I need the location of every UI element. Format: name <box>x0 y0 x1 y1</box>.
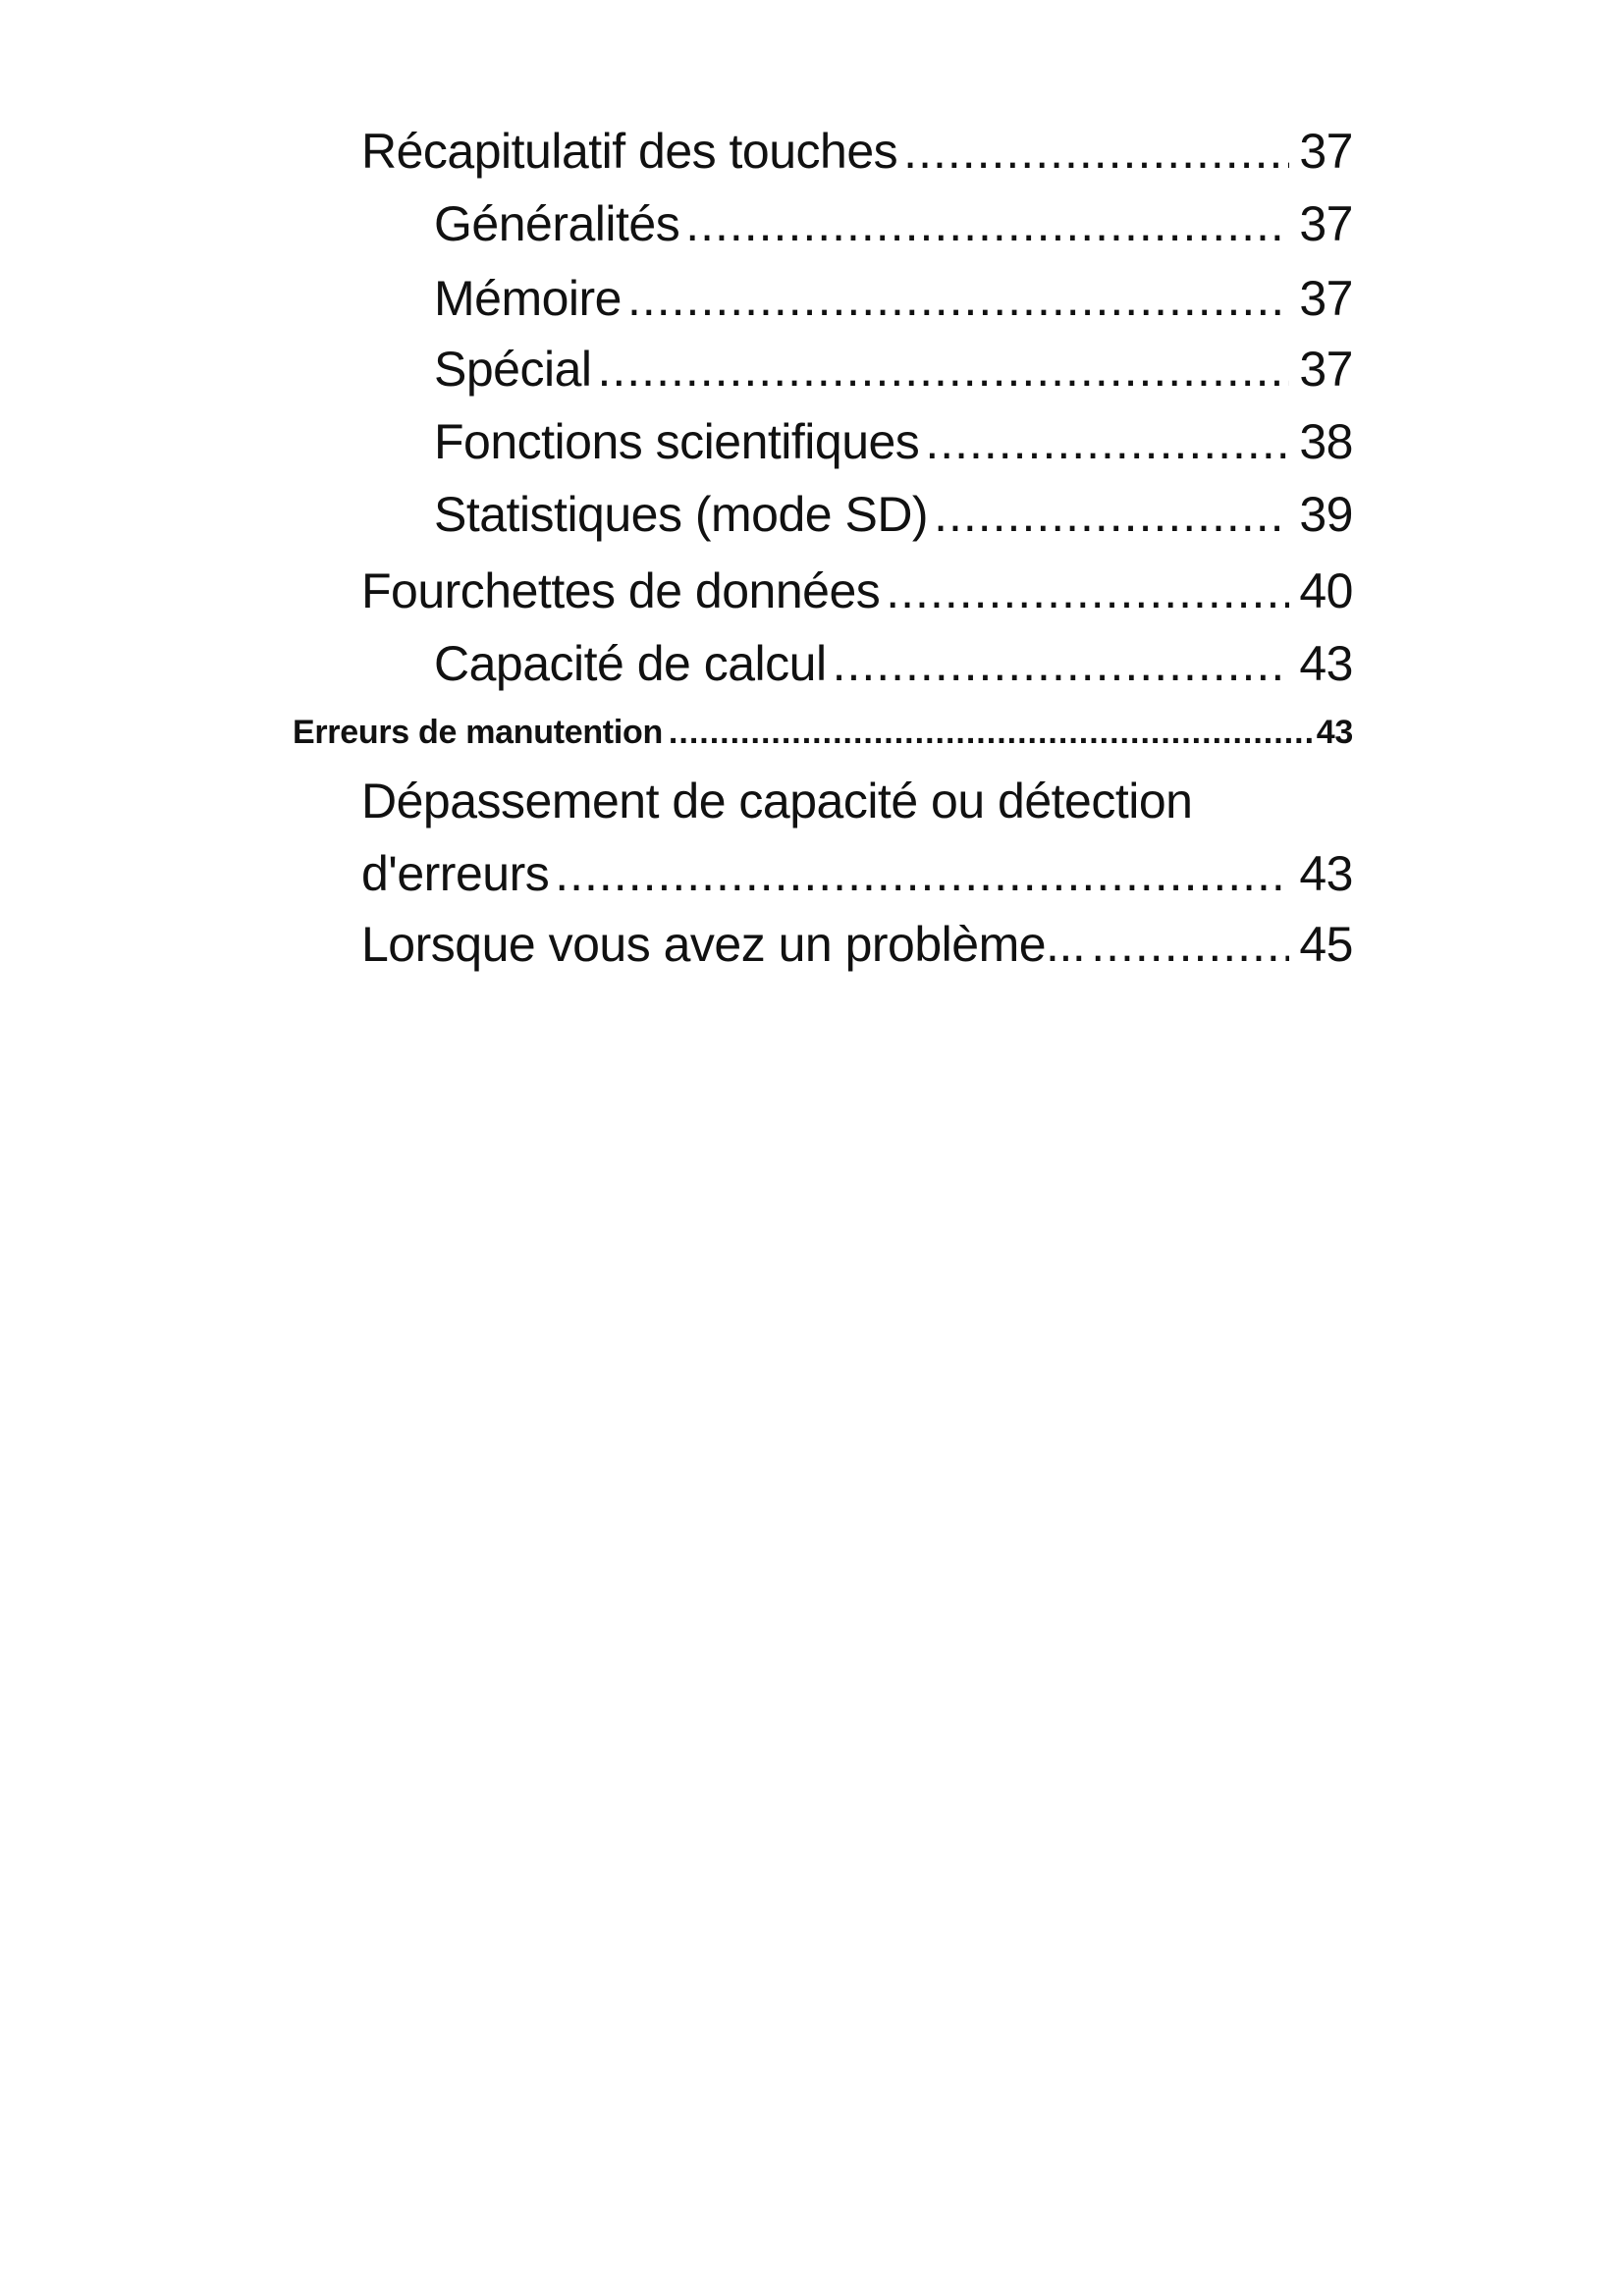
toc-entry <box>434 412 1353 471</box>
toc-page-number: 37 <box>1299 124 1353 179</box>
toc-entry <box>434 634 1353 693</box>
dot-leader <box>886 561 1289 620</box>
dot-leader <box>598 340 1290 399</box>
toc-entry-label: Fonctions scientifiques <box>434 414 920 469</box>
dot-leader <box>685 194 1289 253</box>
toc-entry-label: Lorsque vous avez un problème... <box>361 917 1086 972</box>
toc-page-number: 39 <box>1299 487 1353 542</box>
toc-entry-label-line2: d'erreurs <box>361 846 550 901</box>
toc-entry-label: Fourchettes de données <box>361 563 881 618</box>
dot-leader <box>627 269 1289 328</box>
dot-leader <box>934 485 1289 544</box>
toc-page-number: 45 <box>1299 917 1353 972</box>
toc-page-number: 37 <box>1299 342 1353 397</box>
toc-entry-label: Généralités <box>434 196 680 251</box>
toc-entry <box>434 485 1353 544</box>
dot-leader <box>669 713 1315 752</box>
toc-entry-label: Récapitulatif des touches <box>361 124 898 179</box>
toc-page-number: 37 <box>1299 271 1353 326</box>
dot-leader <box>1091 915 1289 974</box>
toc-entry-label: Erreurs de manutention <box>293 714 663 751</box>
toc-entry <box>361 844 1353 903</box>
toc-entry-label: Capacité de calcul <box>434 636 827 691</box>
toc-page-number: 37 <box>1299 196 1353 251</box>
toc-entry <box>434 340 1353 399</box>
toc-entry <box>434 194 1353 253</box>
toc-page-number: 43 <box>1316 714 1353 751</box>
toc-entry-label: Mémoire <box>434 271 622 326</box>
toc-page-number: 40 <box>1299 563 1353 618</box>
toc-entry <box>361 561 1353 620</box>
dot-leader <box>903 122 1289 181</box>
dot-leader <box>925 412 1289 471</box>
toc-page-number: 43 <box>1299 636 1353 691</box>
toc-page-number: 43 <box>1299 846 1353 901</box>
toc-entry <box>434 269 1353 328</box>
dot-leader <box>833 634 1290 693</box>
toc-entry-label: Statistiques (mode SD) <box>434 487 929 542</box>
toc-entry-bold <box>293 713 1353 752</box>
toc-entry <box>361 915 1353 974</box>
toc-page-number: 38 <box>1299 414 1353 469</box>
dot-leader <box>555 844 1289 903</box>
toc-entry-label-line1: Dépassement de capacité ou détection <box>361 774 1193 828</box>
toc-entry <box>361 122 1353 181</box>
toc-entry-label: Spécial <box>434 342 592 397</box>
